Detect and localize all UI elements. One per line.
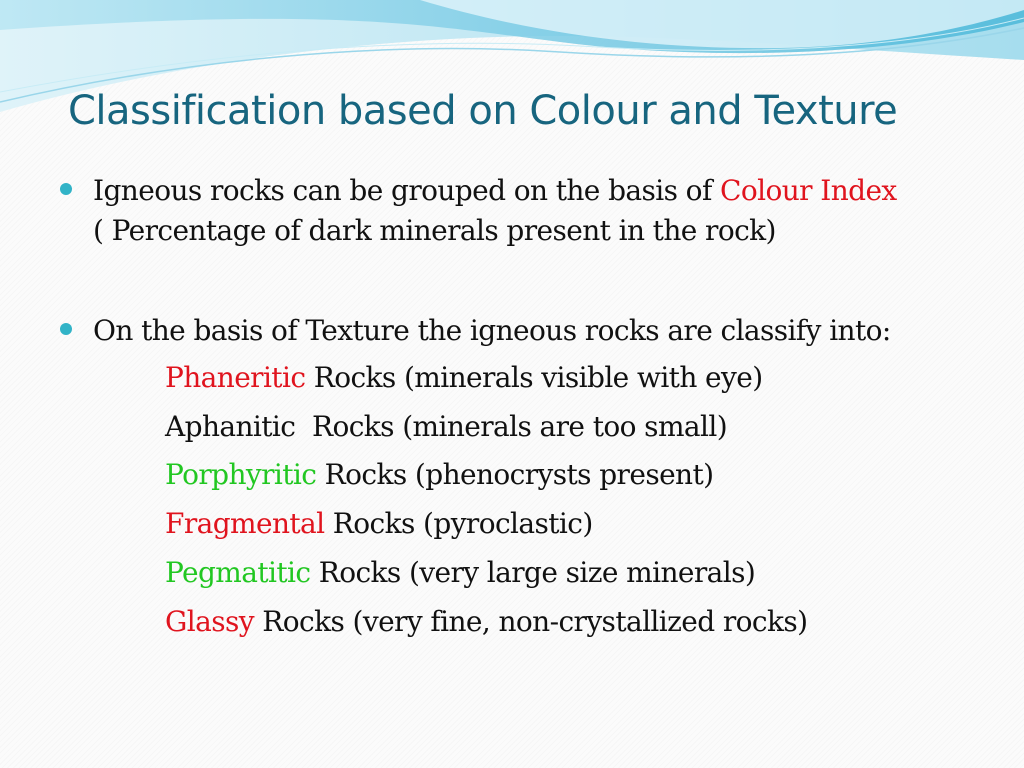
bullet-text-line-2: ( Percentage of dark minerals present in the rock) [93,214,776,247]
bullet-text-line-1 [93,170,993,211]
texture-name: Glassy [165,605,254,638]
texture-description: Rocks (minerals visible with eye) [305,361,763,394]
bullet-dot-icon [60,323,72,335]
texture-item-phaneritic [165,358,763,398]
texture-name: Fragmental [165,507,325,540]
colour-index-highlight: Colour Index [720,174,897,207]
texture-description: Rocks (phenocrysts present) [316,458,714,491]
texture-name: Phaneritic [165,361,306,394]
texture-description: Rocks (very fine, non-crystallized rocks) [253,605,808,638]
texture-item-aphanitic [165,407,727,447]
texture-item-pegmatitic [165,553,755,593]
bullet-dot-icon [60,183,72,195]
texture-name: Pegmatitic [165,556,311,589]
bullet-texture-text: On the basis of Texture the igneous rocks are classify into: [93,314,891,347]
texture-item-fragmental [165,504,593,544]
texture-name: Aphanitic [165,410,296,443]
texture-item-glassy [165,602,807,642]
slide-title: Classification based on Colour and Texture [68,88,898,134]
texture-description: Rocks (minerals are too small) [295,410,728,443]
texture-item-porphyritic [165,455,713,495]
texture-description: Rocks (very large size minerals) [310,556,756,589]
texture-description: Rocks (pyroclastic) [324,507,593,540]
texture-name: Porphyritic [165,458,317,491]
bullet-text-before: Igneous rocks can be grouped on the basis of [93,174,721,207]
